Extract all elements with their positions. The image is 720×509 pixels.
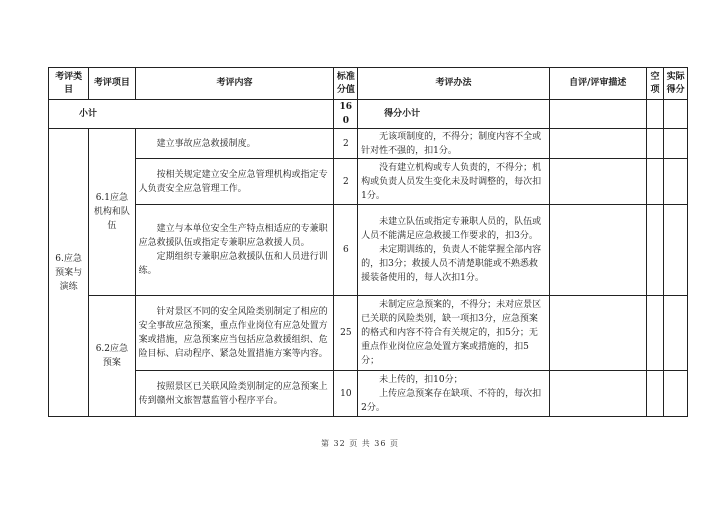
item-cell: 6.2应急预案 bbox=[89, 296, 135, 417]
subtotal-blank bbox=[646, 100, 664, 129]
item-cell: 6.1应急机构和队伍 bbox=[89, 129, 135, 296]
blank-cell bbox=[646, 159, 664, 205]
subtotal-self-eval bbox=[549, 100, 646, 129]
actual-cell bbox=[664, 296, 688, 371]
self-eval-cell bbox=[549, 129, 646, 159]
table-row bbox=[49, 129, 688, 159]
score-cell: 2 bbox=[334, 129, 358, 159]
actual-cell bbox=[664, 371, 688, 417]
content-cell: 针对景区不同的安全风险类别制定了相应的安全事故应急预案，重点作业岗位有应急处置方案或措施，应急预案应当包括应急救援组织、危险目标、启动程序、紧急处置措施方案等内容。 bbox=[135, 296, 334, 371]
header-row bbox=[49, 68, 688, 100]
header-score: 标准分值 bbox=[334, 68, 358, 100]
content-cell: 建立事故应急救援制度。 bbox=[135, 129, 334, 159]
content-text: 建立与本单位安全生产特点相适应的专兼职应急救援队伍或指定专兼职应急救援人员。 bbox=[138, 224, 328, 248]
actual-cell bbox=[664, 159, 688, 205]
self-eval-cell bbox=[549, 159, 646, 205]
self-eval-cell bbox=[549, 296, 646, 371]
method-cell: 未制定应急预案的，不得分；未对应景区已关联的风险类别，缺一项扣3分，应急预案的格式和内容不符合有关规定的，扣5分；无重点作业岗位应急处置方案或措施的，扣5分； bbox=[358, 296, 550, 371]
category-cell: 6.应急预案与演练 bbox=[49, 129, 89, 417]
subtotal-row bbox=[49, 100, 688, 129]
subtotal-method-label: 得分小计 bbox=[358, 100, 550, 129]
content-cell bbox=[135, 205, 334, 296]
table-row bbox=[49, 159, 688, 205]
content-cell: 按照景区已关联风险类别制定的应急预案上传到赣州文旅智慧监管小程序平台。 bbox=[135, 371, 334, 417]
page-footer: 第 32 页 共 36 页 bbox=[320, 439, 400, 448]
method-cell bbox=[358, 205, 550, 296]
blank-cell bbox=[646, 371, 664, 417]
method-text: 未上传的，扣10分； bbox=[379, 374, 463, 385]
header-content: 考评内容 bbox=[135, 68, 334, 100]
header-item: 考评项目 bbox=[89, 68, 135, 100]
method-text: 未建立队伍或指定专兼职人员的，队伍或人员不能满足应急救援工作要求的，扣3分。 bbox=[361, 217, 542, 241]
blank-cell bbox=[646, 205, 664, 296]
header-self-eval: 自评/评审描述 bbox=[549, 68, 646, 100]
method-cell: 没有建立机构或专人负责的，不得分；机构或负责人员发生变化未及时调整的，每次扣1分。 bbox=[358, 159, 550, 205]
actual-cell bbox=[664, 205, 688, 296]
method-cell: 无该项制度的，不得分；制度内容不全或针对性不强的，扣1分。 bbox=[358, 129, 550, 159]
blank-cell bbox=[646, 296, 664, 371]
score-cell: 2 bbox=[334, 159, 358, 205]
score-cell: 10 bbox=[334, 371, 358, 417]
content-cell: 按相关规定建立安全应急管理机构或指定专人负责安全应急管理工作。 bbox=[135, 159, 334, 205]
score-cell: 6 bbox=[334, 205, 358, 296]
method-cell bbox=[358, 371, 550, 417]
method-text-2: 上传应急预案存在缺项、不符的，每次扣2分。 bbox=[361, 388, 542, 413]
self-eval-cell bbox=[549, 371, 646, 417]
header-category: 考评类目 bbox=[49, 68, 89, 100]
header-blank: 空项 bbox=[646, 68, 664, 100]
method-text-2: 未定期训练的，负责人不能掌握全部内容的，扣3分；救援人员不清楚职能或不熟悉救援装备使用的，每人次扣1分。 bbox=[361, 245, 542, 283]
table-row bbox=[49, 205, 688, 296]
evaluation-table bbox=[48, 67, 688, 417]
subtotal-label: 小计 bbox=[49, 100, 334, 129]
table-row bbox=[49, 296, 688, 371]
subtotal-actual bbox=[664, 100, 688, 129]
actual-cell bbox=[664, 129, 688, 159]
blank-cell bbox=[646, 129, 664, 159]
content-text-2: 定期组织专兼职应急救援队伍和人员进行训练。 bbox=[138, 252, 328, 276]
header-method: 考评办法 bbox=[358, 68, 550, 100]
header-actual: 实际得分 bbox=[664, 68, 688, 100]
subtotal-score: 160 bbox=[334, 100, 358, 129]
self-eval-cell bbox=[549, 205, 646, 296]
table-row bbox=[49, 371, 688, 417]
score-cell: 25 bbox=[334, 296, 358, 371]
